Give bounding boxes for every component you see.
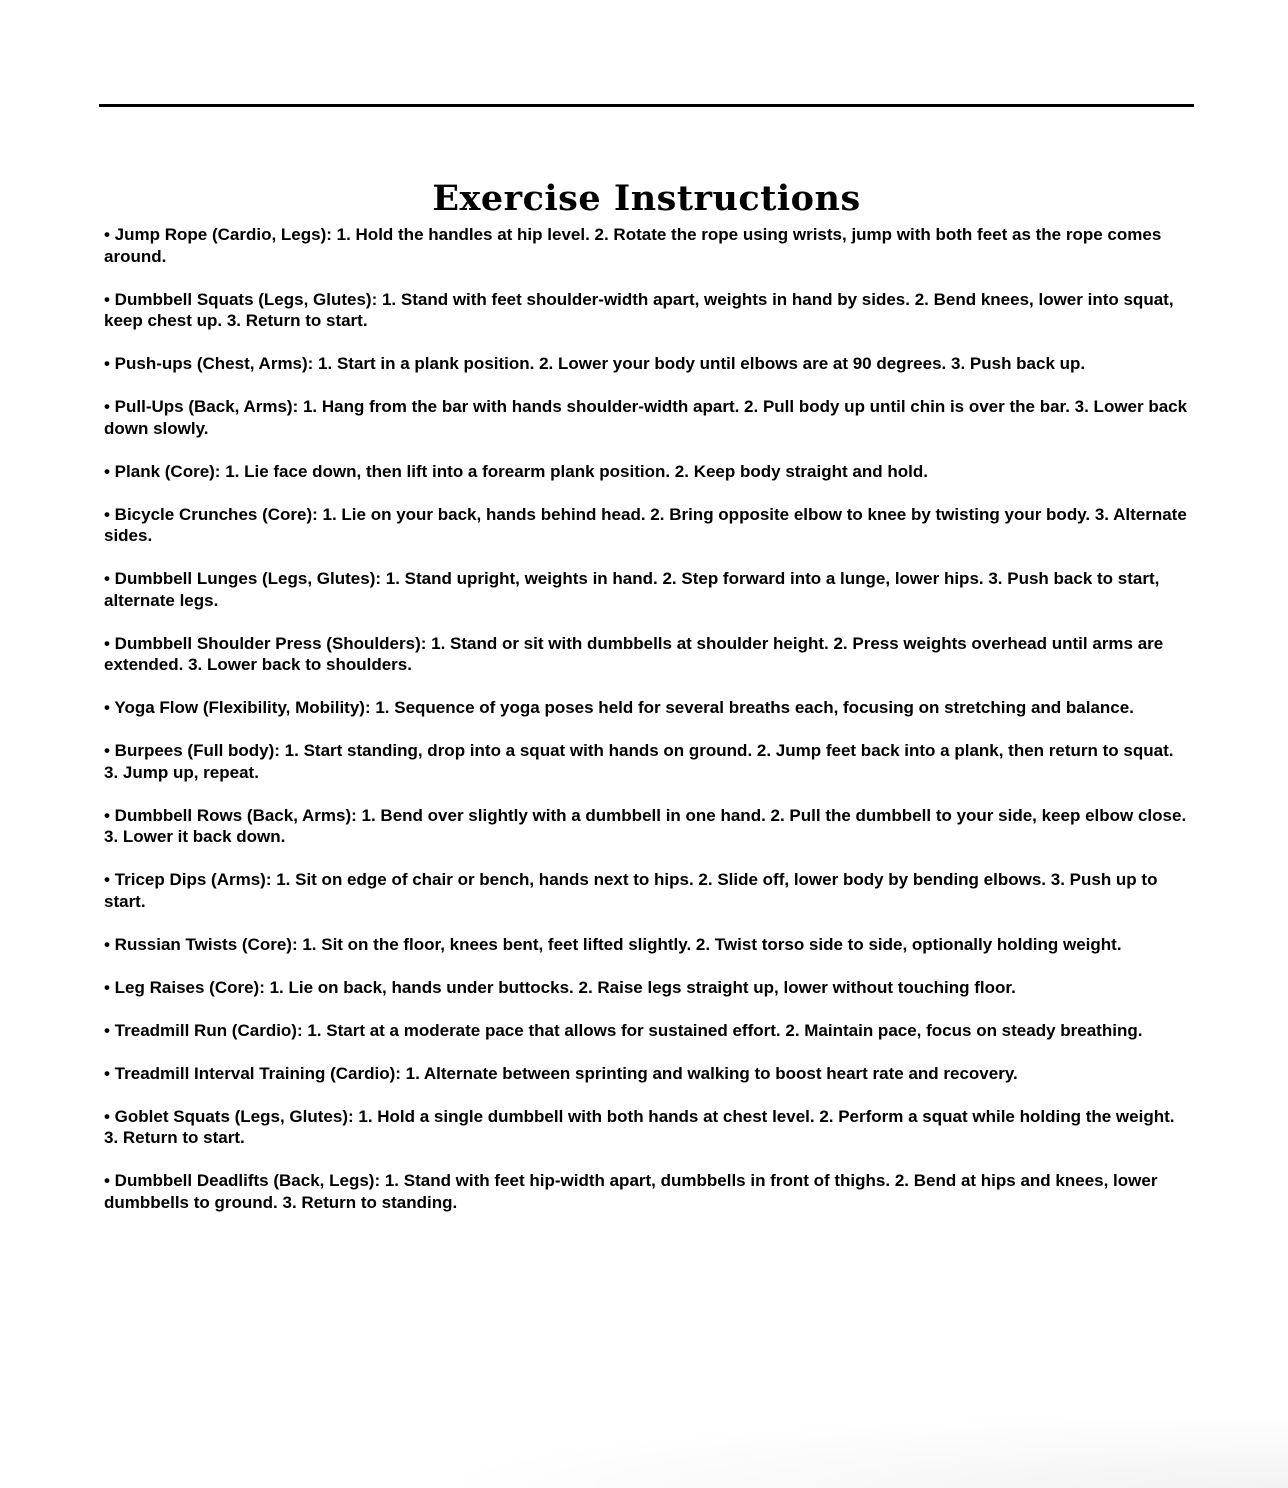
list-item: • Dumbbell Lunges (Legs, Glutes): 1. Stand upright, weights in hand. 2. Step forward into a lunge, lower hips. 3. Push back to start, alternate legs. bbox=[104, 569, 1160, 610]
page-corner-shadow bbox=[468, 1418, 1288, 1488]
list-item: • Leg Raises (Core): 1. Lie on back, hands under buttocks. 2. Raise legs straight up, lower without touching floor. bbox=[104, 977, 1016, 997]
list-item: • Jump Rope (Cardio, Legs): 1. Hold the handles at hip level. 2. Rotate the rope using wrists, jump with both feet as the rope comes around. bbox=[104, 225, 1162, 266]
list-item: • Bicycle Crunches (Core): 1. Lie on your back, hands behind head. 2. Bring opposite elbow to knee by twisting your body. 3. Alternate sides. bbox=[104, 504, 1187, 545]
page-title: Exercise Instructions bbox=[432, 178, 861, 219]
list-item: • Yoga Flow (Flexibility, Mobility): 1. Sequence of yoga poses held for several breaths each, focusing on stretching and balance. bbox=[104, 698, 1134, 717]
list-item: • Burpees (Full body): 1. Start standing, drop into a squat with hands on ground. 2. Jump feet back into a plank, then return to squat. 3. Jump up, repeat. bbox=[104, 741, 1174, 782]
exercise-list bbox=[104, 224, 1190, 1235]
list-item: • Treadmill Interval Training (Cardio): 1. Alternate between sprinting and walking to boost heart rate and recovery. bbox=[104, 1063, 1018, 1083]
list-item: • Dumbbell Squats (Legs, Glutes): 1. Stand with feet shoulder-width apart, weights in hand by sides. 2. Bend knees, lower into squat, keep chest up. 3. Return to start. bbox=[104, 289, 1174, 330]
list-item: • Treadmill Run (Cardio): 1. Start at a moderate pace that allows for sustained effort. 2. Maintain pace, focus on steady breathing. bbox=[104, 1020, 1143, 1040]
list-item: • Tricep Dips (Arms): 1. Sit on edge of chair or bench, hands next to hips. 2. Slide off, lower body by bending elbows. 3. Push up to start. bbox=[104, 870, 1158, 911]
list-item: • Pull-Ups (Back, Arms): 1. Hang from the bar with hands shoulder-width apart. 2. Pull body up until chin is over the bar. 3. Lower back down slowly. bbox=[104, 397, 1188, 438]
list-item: • Dumbbell Rows (Back, Arms): 1. Bend over slightly with a dumbbell in one hand. 2. Pull the dumbbell to your side, keep elbow close. 3. Lower it back down. bbox=[104, 805, 1187, 846]
list-item: • Dumbbell Deadlifts (Back, Legs): 1. Stand with feet hip-width apart, dumbbells in front of thighs. 2. Bend at hips and knees, lower dumbbells to ground. 3. Return to standing. bbox=[104, 1171, 1158, 1212]
list-item: • Russian Twists (Core): 1. Sit on the floor, knees bent, feet lifted slightly. 2. Twist torso side to side, optionally holding weight. bbox=[104, 934, 1122, 954]
top-divider bbox=[99, 104, 1194, 107]
list-item: • Goblet Squats (Legs, Glutes): 1. Hold a single dumbbell with both hands at chest level. 2. Perform a squat while holding the weight. 3. Return to start. bbox=[104, 1106, 1175, 1147]
list-item: • Push-ups (Chest, Arms): 1. Start in a plank position. 2. Lower your body until elbows are at 90 degrees. 3. Push back up. bbox=[104, 354, 1086, 373]
list-item: • Plank (Core): 1. Lie face down, then lift into a forearm plank position. 2. Keep body straight and hold. bbox=[104, 461, 928, 481]
list-item: • Dumbbell Shoulder Press (Shoulders): 1. Stand or sit with dumbbells at shoulder height. 2. Press weights overhead until arms are extended. 3. Lower back to shoulders. bbox=[104, 633, 1164, 674]
